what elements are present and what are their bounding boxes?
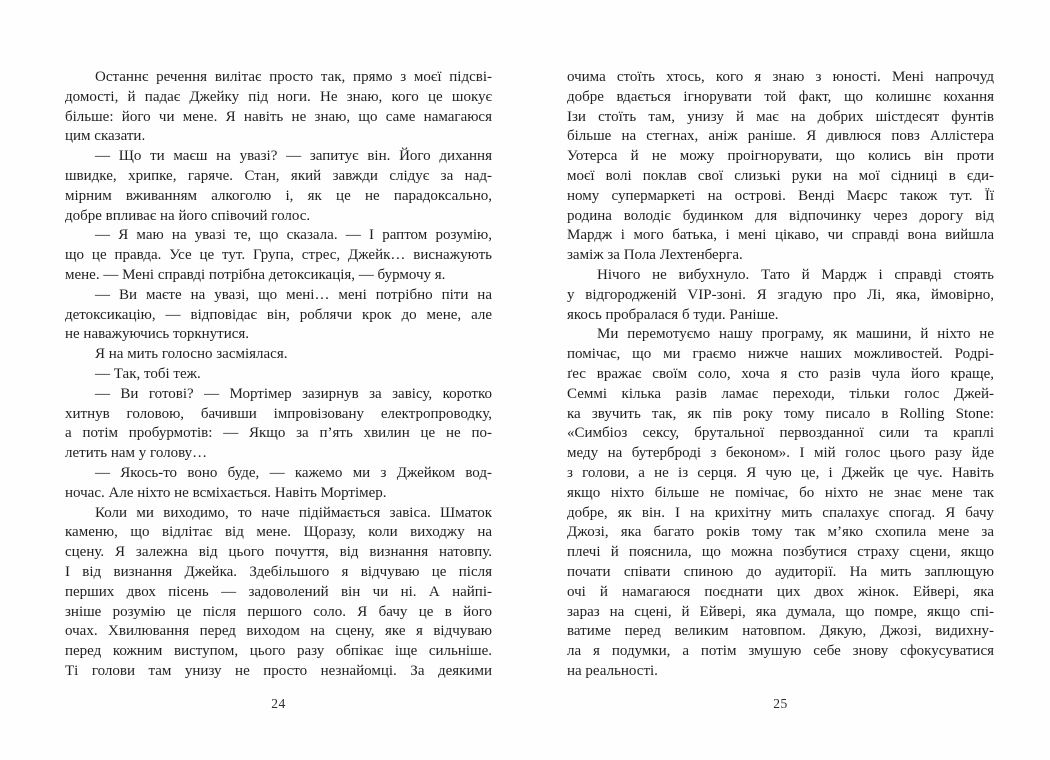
page-number-left: 24 <box>271 696 286 711</box>
text-line: що це правда. Усе це тут. Група, стрес, Джейк… виснажують <box>65 247 492 264</box>
text-line: ночас. Але ніхто не всміхається. Навіть Мортімер. <box>65 484 387 501</box>
text-line: детоксикацію, — відповідає він, роблячи крок до мене, але <box>65 306 492 323</box>
text-line: добре впливає на його співочий голос. <box>65 207 311 224</box>
text-line: Джозі, яка багато років тому так м’яко схопила мене за <box>567 524 994 541</box>
text-line: плечі й пояснила, що можна позбутися страху сцени, якщо <box>567 544 994 561</box>
text-line: ватиме перед великим натовпом. Дякую, Джозі, видихну- <box>567 623 994 640</box>
text-line: очі й намагаюся поєднати цих двох жінок. Ейвері, яка <box>567 583 994 600</box>
text-line: сцену. Я залежна від цього почуття, від визнання натовпу. <box>65 544 492 561</box>
text-line: якщо ніхто більше не помічає, бо ніхто не знає мене так <box>567 484 994 501</box>
text-line: хитнув головою, бачивши імпровізовану електропроводку, <box>65 405 492 422</box>
text-line: цим сказати. <box>65 128 146 145</box>
text-line: Ізи стоїть там, унизу й має на добрих шістдесят фунтів <box>567 108 994 125</box>
text-line: помічає, що ми граємо нижче наших можливостей. Родрі- <box>567 346 994 363</box>
text-line: очах. Хвилювання перед виходом на сцену, яке я відчуваю <box>65 623 492 640</box>
text-line: у відгородженій VIP-зоні. Я згадую про Лі, яка, ймовірно, <box>567 286 994 303</box>
text-line: зараз на сцені, й Ейвері, яка думала, що помре, якщо спі- <box>567 603 994 620</box>
text-line: — Ви маєте на увазі, що мені… мені потрібно піти на <box>95 286 492 303</box>
text-line: Ті голови там унизу не просто незнайомці. За деякими <box>65 662 492 679</box>
text-line: Уотерса й не можу проігнорувати, що колись він проти <box>567 148 994 165</box>
text-line: ґес вражає своїм соло, хоча я сто разів чула його краще, <box>567 365 994 382</box>
text-line: швидке, хрипке, гаряче. Стан, який завжди слідує за над- <box>65 167 492 184</box>
text-line: ла я подумки, а потім змушую себе знову сфокусуватися <box>567 643 994 660</box>
text-line: більше на стегнах, аніж раніше. Я дивлюся повз Аллістера <box>567 128 994 145</box>
text-line: — Ви готові? — Мортімер зазирнув за завісу, коротко <box>95 385 492 402</box>
text-line: більше: його чи мене. Я навіть не знаю, що саме намагаюся <box>65 108 492 125</box>
text-line: очима стоїть хтось, кого я знаю з юності. Мені напрочуд <box>567 69 994 85</box>
text-line: а потім пробурмотів: — Якщо за п’ять хвилин це не по- <box>65 425 492 442</box>
text-line: — Якось-то воно буде, — кажемо ми з Джейком вод- <box>95 464 492 481</box>
text-line: родина володіє будинком для відпочинку через дорогу від <box>567 207 994 224</box>
text-line: Ми перемотуємо нашу програму, як машини, й ніхто не <box>597 326 994 343</box>
text-line: на реальності. <box>567 662 658 679</box>
text-line: — Так, тобі теж. <box>95 365 201 382</box>
text-line: не наважуючись торкнутися. <box>65 326 250 343</box>
page-right <box>542 0 1022 760</box>
text-line: перед кожним виступом, цього разу обпікає іще сильніше. <box>65 643 492 660</box>
text-line: каменю, що відлітає від мене. Щоразу, коли виходжу на <box>65 524 492 541</box>
page-left <box>40 0 520 760</box>
text-line: Коли ми виходимо, то наче підіймається завіса. Шматок <box>95 504 492 521</box>
text-line: Семмі кілька разів ламає переходи, тільки голос Джей- <box>567 385 994 402</box>
text-line: почати співати спиною до аудиторії. На мить заплющую <box>567 563 994 580</box>
text-line: заміж за Пола Лехтенберга. <box>567 247 743 264</box>
text-line: Я на мить голосно засміялася. <box>95 346 288 363</box>
text-line: летить нам у голову… <box>65 445 208 462</box>
text-line: «Симбіоз сексу, брутальної первозданної сили та краплі <box>567 425 994 442</box>
text-line: перших двох пісень — задоволений він чи ні. А найпі- <box>65 583 492 600</box>
text-line: меду на бутерброді з беконом». І мій голос цього разу йде <box>567 445 994 462</box>
text-line: мене. — Мені справді потрібна детоксикація, — бурмочу я. <box>65 266 446 283</box>
text-line: якось пробралася б туди. Раніше. <box>567 306 779 323</box>
text-line: моєї волі поклав свої слизькі руки на мої сідниці в єди- <box>567 167 994 184</box>
page-left-text-block <box>65 68 492 682</box>
page-number-right: 25 <box>773 696 788 711</box>
text-line: Мардж і мого батька, і мені цікаво, чи справді вона вийшла <box>567 227 994 244</box>
text-line: добре вдається ігнорувати той факт, що колишнє кохання <box>567 88 994 105</box>
text-line: — Що ти маєш на увазі? — запитує він. Його дихання <box>95 148 492 165</box>
text-line: ному супермаркеті на острові. Венді Маєрс також тут. Її <box>567 187 994 204</box>
page-right-text-block <box>567 68 994 682</box>
text-line: зніше розумію це після першого соло. Я бачу це в його <box>65 603 492 620</box>
text-line: Останнє речення вилітає просто так, прямо з моєї підсві- <box>95 69 492 85</box>
text-line: добре, як він. І на крихітну мить спалахує спогад. Я бачу <box>567 504 994 521</box>
text-line: ка звучить так, як пів року тому писало в Rolling Stone: <box>567 405 994 422</box>
text-line: домості, й падає Джейку під ноги. Не знаю, кого це шокує <box>65 88 492 105</box>
text-line: з голови, а не із серця. Я чую це, і Джейк це чує. Навіть <box>567 464 994 481</box>
text-line: мірним вживанням алкоголю і, як це не парадоксально, <box>65 187 492 204</box>
text-line: І від визнання Джейка. Здебільшого я відчуваю це після <box>65 563 492 580</box>
text-line: Нічого не вибухнуло. Тато й Мардж і справді стоять <box>597 266 994 283</box>
text-line: — Я маю на увазі те, що сказала. — І раптом розумію, <box>95 227 492 244</box>
